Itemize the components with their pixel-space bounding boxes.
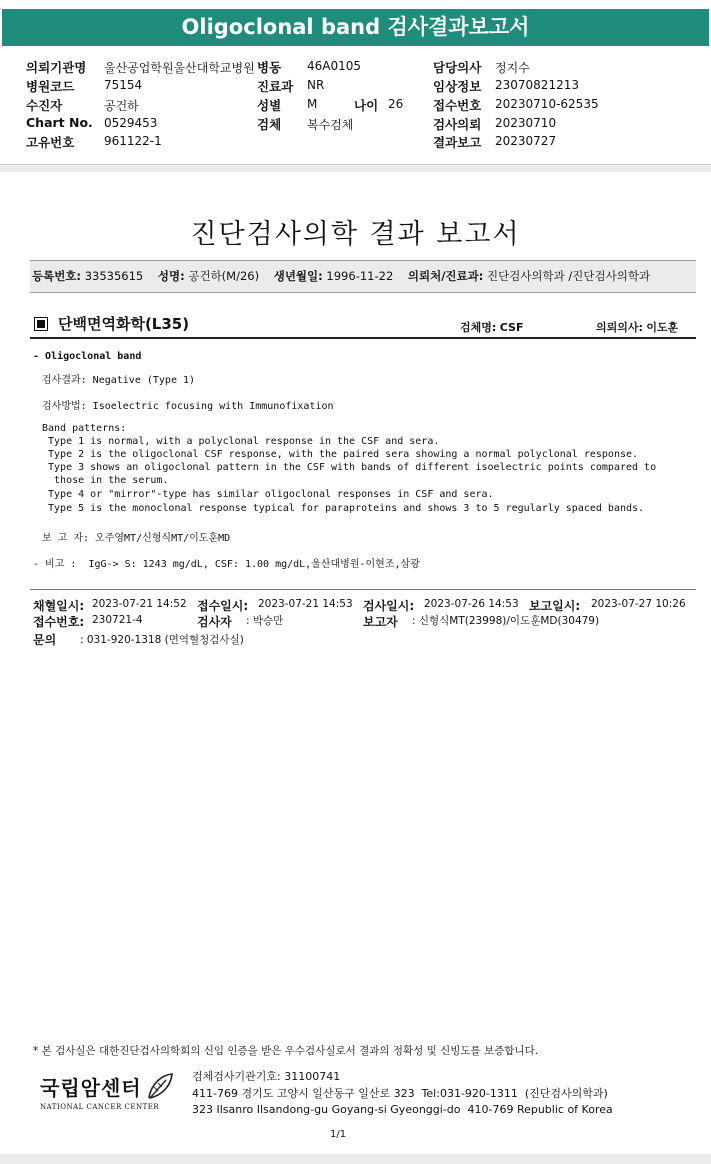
patient-bar [30, 260, 696, 293]
info-value: 46A0105 [307, 59, 362, 73]
dept-label: 의뢰처/진료과: [407, 269, 484, 283]
tester-value: : 박승만 [246, 615, 284, 627]
contact-value: : 031-920-1318 (면역혈청검사실) [80, 634, 244, 646]
divider-line [30, 589, 696, 590]
info-label: 검체 [257, 117, 282, 132]
section-title: 단백면역화학(L35) [58, 315, 190, 333]
info-value: 공건하 [104, 99, 139, 113]
remark-line: - 비고 : IgG-> S: 1243 mg/dL, CSF: 1.00 mg/dL,울산대병원-이현조,삼광 [33, 559, 420, 570]
document-title: Oligoclonal band 검사결과보고서 [2, 9, 709, 46]
test-datetime-value: 2023-07-26 14:53 [424, 598, 519, 610]
info-label: 검사의뢰 [433, 117, 482, 132]
collect-label: 채혈일시: [33, 599, 85, 613]
info-label: 임상정보 [433, 79, 482, 94]
requesting-doctor [596, 319, 678, 335]
info-value: 20230710 [495, 116, 557, 130]
dob-label: 생년월일: [273, 269, 323, 283]
band-pattern-line: those in the serum. [42, 475, 169, 486]
info-label: 고유번호 [26, 135, 75, 150]
info-value: 정지수 [495, 61, 530, 75]
band-pattern-line: Type 3 shows an oligoclonal pattern in the CSF with bands of different isoelectric points compared to [42, 462, 657, 473]
band-pattern-line: Type 2 is the oligoclonal CSF response, with the paired sera showing a normal polyclonal response. [42, 449, 639, 460]
section-divider [0, 165, 711, 172]
name-value: 공건하(M/26) [188, 269, 260, 283]
info-value: 961122-1 [104, 134, 162, 148]
contact-label: 문의 [33, 633, 57, 647]
report-datetime-value: 2023-07-27 10:26 [591, 598, 686, 610]
receipt-no-value: 230721-4 [92, 614, 143, 626]
reporter-value: : 신형식MT(23998)/이도훈MD(30479) [412, 615, 600, 627]
info-label: 의뢰기관명 [26, 60, 87, 75]
info-value: 0529453 [104, 116, 158, 130]
band-pattern-line: Type 5 is the monoclonal response typical for paraproteins and shows 3 to 5 regularly spaced bands. [42, 503, 645, 514]
section-header [30, 311, 696, 339]
request-info-panel [0, 52, 711, 165]
info-value: 75154 [104, 78, 143, 92]
info-label: 수진자 [26, 98, 63, 113]
address-korean: 411-769 경기도 고양시 일산동구 일산로 323 Tel:031-920-1311 (진단검사의학과) [192, 1087, 608, 1100]
doctor-value: 이도훈 [646, 321, 679, 334]
agency-number: 검체검사기관기호: 31100741 [192, 1070, 341, 1083]
top-band [0, 0, 711, 52]
patient-bar-content [32, 261, 650, 292]
certification-note: * 본 검사실은 대한진단검사의학회의 신임 인증을 받은 우수검사실로서 결과의 정확성 및 신빙도를 보증합니다. [33, 1045, 539, 1057]
square-bullet-icon [34, 317, 48, 331]
ncc-logo [40, 1071, 174, 1111]
info-label: 나이 [354, 98, 379, 113]
reg-no-label: 등록번호: [32, 269, 82, 283]
page-number: 1/1 [330, 1129, 347, 1140]
test-method: 검사방법: Isoelectric focusing with Immunofixation [42, 401, 334, 412]
info-value: 20230727 [495, 134, 557, 148]
info-value: 26 [388, 97, 404, 111]
report-datetime-label: 보고일시: [529, 599, 581, 613]
logo-korean: 국립암센터 [40, 1075, 142, 1100]
info-value: NR [307, 78, 325, 92]
logo-english: NATIONAL CANCER CENTER [40, 1103, 160, 1111]
test-datetime-label: 검사일시: [363, 599, 415, 613]
info-value: 복수검체 [307, 118, 354, 132]
info-label: 병원코드 [26, 79, 75, 94]
info-label: 담당의사 [433, 60, 482, 75]
collect-value: 2023-07-21 14:52 [92, 598, 187, 610]
doctor-label: 의뢰의사: [596, 321, 643, 334]
address-english: 323 Ilsanro Ilsandong-gu Goyang-si Gyeonggi-do 410-769 Republic of Korea [192, 1103, 613, 1116]
tester-label: 검사자 [197, 615, 232, 629]
bottom-band [0, 1154, 711, 1164]
info-label: 병동 [257, 60, 282, 75]
specimen-info [460, 319, 524, 335]
info-value: 20230710-62535 [495, 97, 599, 111]
specimen-label: 검체명: [460, 321, 497, 334]
specimen-value: CSF [499, 321, 524, 334]
band-pattern-line: Type 1 is normal, with a polyclonal response in the CSF and sera. [42, 436, 440, 447]
info-label: 결과보고 [433, 135, 482, 150]
band-pattern-line: Type 4 or "mirror"-type has similar oligoclonal responses in CSF and sera. [42, 489, 494, 500]
band-patterns-title: Band patterns: [42, 423, 127, 434]
reg-no-value: 33535615 [84, 269, 144, 283]
dob-value: 1996-11-22 [326, 269, 394, 283]
dept-value: 진단검사의학과 /진단검사의학과 [487, 269, 651, 283]
info-label: 진료과 [257, 79, 294, 94]
test-name: - Oligoclonal band [33, 351, 142, 362]
receive-label: 접수일시: [197, 599, 249, 613]
reporter-label: 보고자 [363, 615, 398, 629]
info-label: 성별 [257, 98, 282, 113]
info-label: Chart No. [26, 115, 93, 130]
info-value: 23070821213 [495, 78, 579, 92]
info-value: 울산공업학원울산대학교병원 [104, 61, 255, 75]
reporter-line: 보 고 자: 오주영MT/신형식MT/이도훈MD [42, 533, 231, 544]
report-title: 진단검사의학 결과 보고서 [190, 219, 521, 250]
receive-value: 2023-07-21 14:53 [258, 598, 353, 610]
info-label: 접수번호 [433, 98, 482, 113]
receipt-no-label: 접수번호: [33, 615, 85, 629]
leaf-logo-icon [146, 1071, 174, 1101]
info-value: M [307, 97, 318, 111]
test-result: 검사결과: Negative (Type 1) [42, 375, 196, 386]
name-label: 성명: [157, 269, 185, 283]
